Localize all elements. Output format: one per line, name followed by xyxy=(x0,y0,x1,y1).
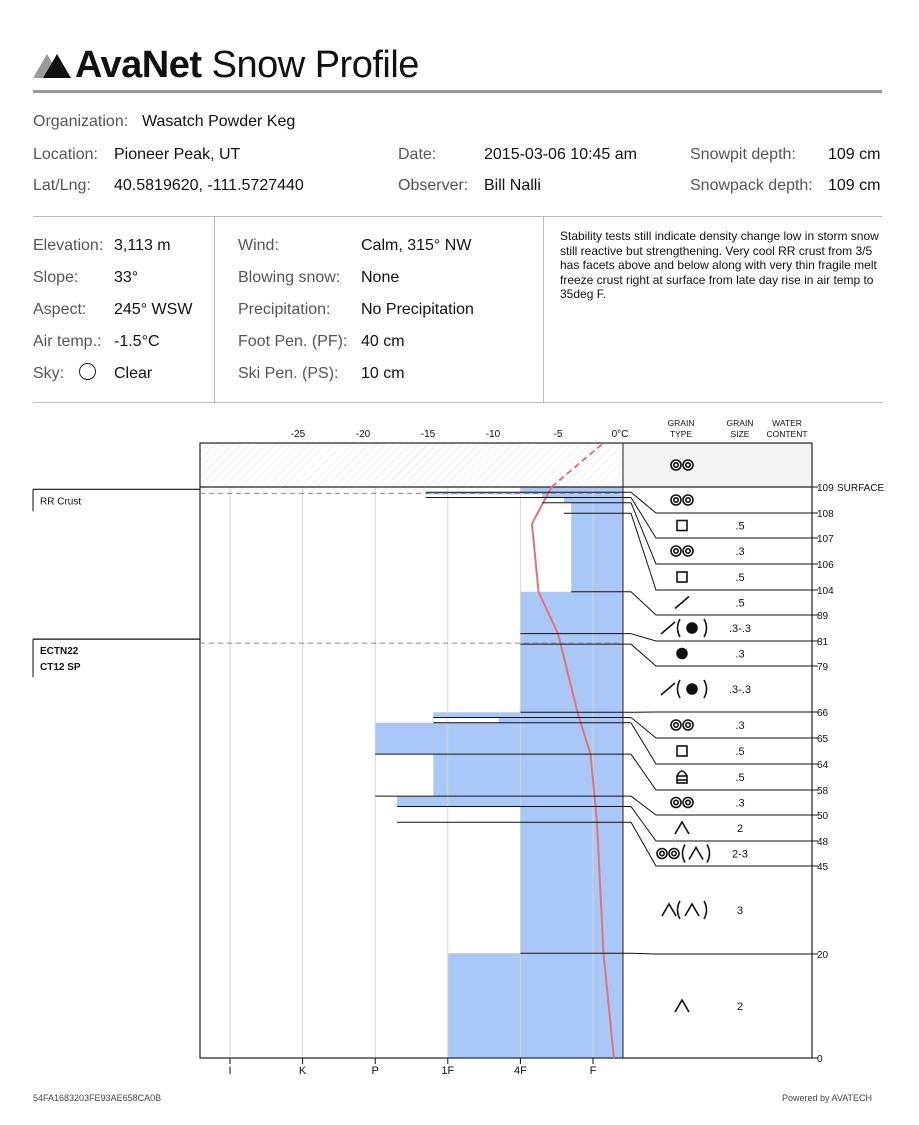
grain-size-value: 2-3 xyxy=(732,848,748,861)
decomposing-fragment-graupel-icon xyxy=(661,619,707,637)
rounded-depth-hoar-icon xyxy=(660,851,664,855)
ski-pen-value: 10 cm xyxy=(361,365,405,382)
hardness-bar xyxy=(433,712,623,717)
location-label: Location: xyxy=(33,146,98,163)
grain-type-header: GRAIN xyxy=(667,418,695,428)
hardness-bar xyxy=(397,796,623,806)
profile-id: 54FA1683203FE93AE658CA0B xyxy=(33,1093,162,1103)
depth-label: 106 xyxy=(817,560,834,571)
rounded-grains-icon xyxy=(686,800,690,804)
temperature-tick-label: -10 xyxy=(485,429,501,440)
depth-label: 45 xyxy=(817,862,829,873)
wind-value: Calm, 315° NW xyxy=(361,237,472,254)
depth-label: 20 xyxy=(817,950,829,961)
depth-label: 81 xyxy=(817,637,829,648)
blowing-snow-value: None xyxy=(361,269,400,286)
grain-type-header: TYPE xyxy=(669,429,693,439)
grain-size-header: GRAIN xyxy=(726,418,754,428)
grain-size-value: .3 xyxy=(735,648,745,661)
layer-connector xyxy=(631,796,812,815)
decomposing-fragment-graupel-icon xyxy=(687,684,697,694)
rr-crust-label: RR Crust xyxy=(40,496,82,508)
graupel-icon xyxy=(677,649,687,659)
observer-label: Observer: xyxy=(398,177,469,194)
decomposing-fragment-icon xyxy=(675,597,689,609)
temperature-tick-label: -20 xyxy=(355,429,371,440)
ski-pen-label: Ski Pen. (PS): xyxy=(238,365,339,382)
depth-hoar-with-paren-icon xyxy=(685,904,699,916)
depth-label: 50 xyxy=(817,811,829,822)
faceted-crystal-icon xyxy=(677,572,687,582)
faceted-crystal-icon xyxy=(677,572,687,582)
rounded-grains-icon xyxy=(674,723,678,727)
grain-size-value: 2 xyxy=(736,823,744,835)
temperature-tick-label: 0°C xyxy=(611,429,629,440)
layer-connector xyxy=(631,492,812,513)
snowpit-depth-label: Snowpit depth: xyxy=(690,146,796,163)
brand-name: AvaNet xyxy=(75,44,202,86)
depth-hoar-icon xyxy=(675,1000,689,1012)
rounded-grains-icon xyxy=(671,546,693,556)
rounded-grains-icon xyxy=(686,549,690,553)
organization-label: Organization: xyxy=(33,113,129,130)
conditions-divider-1 xyxy=(214,216,215,402)
latlng-label: Lat/Lng: xyxy=(33,177,91,194)
depth-label: 79 xyxy=(817,662,829,673)
grain-size-value: 2 xyxy=(736,1001,744,1013)
rounded-grains-icon xyxy=(671,798,693,808)
decomposing-fragment-graupel-icon xyxy=(661,680,707,698)
faceted-crystal-icon xyxy=(677,521,687,531)
hardness-bar xyxy=(571,513,623,592)
stability-test-label: ECTN22 xyxy=(40,646,79,658)
grain-size-value: .5 xyxy=(735,746,745,758)
layer-connector xyxy=(631,503,812,564)
hardness-bar xyxy=(520,822,623,953)
grain-size-value: .3-.3 xyxy=(728,684,752,696)
decomposing-fragment-graupel-icon xyxy=(661,683,675,695)
grain-size-value: .3-.3 xyxy=(728,623,752,635)
graupel-icon xyxy=(677,649,687,659)
precipitation-label: Precipitation: xyxy=(238,301,331,318)
depth-label: 104 xyxy=(817,586,834,597)
grain-size-value: .3 xyxy=(735,720,745,732)
hardness-bar xyxy=(520,634,623,644)
rounded-grains-icon xyxy=(671,720,681,730)
rounded-grains-icon xyxy=(683,798,693,808)
faceted-crystal-icon xyxy=(677,746,687,756)
faceted-crystal-icon xyxy=(677,746,687,756)
hardness-bar xyxy=(520,807,623,823)
depth-label: 89 xyxy=(817,611,829,622)
elevation-value: 3,113 m xyxy=(114,237,171,254)
depth-label: 66 xyxy=(817,708,829,719)
water-content-header: CONTENT xyxy=(766,429,808,439)
snow-profile-chart xyxy=(0,405,919,1105)
decomposing-fragment-graupel-icon xyxy=(661,622,675,634)
observer-value: Bill Nalli xyxy=(484,177,541,194)
organization-value: Wasatch Powder Keg xyxy=(142,113,296,130)
layer-connector xyxy=(631,717,812,738)
layer-connector xyxy=(631,822,812,866)
depth-hoar-with-paren-icon xyxy=(662,904,676,916)
date-value: 2015-03-06 10:45 am xyxy=(484,146,637,163)
rounded-grains-icon xyxy=(671,546,681,556)
depth-label: 58 xyxy=(817,786,829,797)
snowpit-depth-value: 109 cm xyxy=(828,146,881,163)
temperature-tick-label: -15 xyxy=(420,429,436,440)
grain-size-value: .3 xyxy=(735,546,745,558)
grain-size-value: .5 xyxy=(735,572,745,584)
conditions-divider-2 xyxy=(543,216,544,402)
snowpack-depth-label: Snowpack depth: xyxy=(690,177,813,194)
hardness-bar xyxy=(520,644,623,712)
depth-hoar-icon xyxy=(675,822,689,834)
hardness-tick-label: F xyxy=(589,1065,597,1077)
rounding-facet-icon xyxy=(677,771,687,783)
layer-connector xyxy=(631,513,812,590)
info-divider xyxy=(33,216,882,217)
aspect-value: 245° WSW xyxy=(114,301,193,318)
location-value: Pioneer Peak, UT xyxy=(114,146,241,163)
rounded-grains-icon xyxy=(683,546,693,556)
grain-size-value: .3 xyxy=(735,797,745,810)
layer-connector xyxy=(631,644,812,666)
snowpack-depth-value: 109 cm xyxy=(828,177,881,194)
avanet-logo-icon xyxy=(33,50,71,80)
rounded-grains-icon xyxy=(671,720,693,730)
layer-connector xyxy=(631,953,812,954)
layer-connector xyxy=(631,634,812,641)
foot-pen-value: 40 cm xyxy=(361,333,405,350)
depth-hoar-with-paren-icon xyxy=(662,901,707,919)
surface-label: SURFACE xyxy=(837,483,885,494)
powered-by: Powered by AVATECH xyxy=(782,1093,873,1103)
grain-size-value: .5 xyxy=(735,520,745,533)
hardness-tick-label: K xyxy=(298,1065,307,1077)
sky-label: Sky: xyxy=(33,365,65,382)
layer-connector xyxy=(631,497,812,538)
depth-hoar-icon xyxy=(675,822,689,834)
sky-value: Clear xyxy=(114,365,153,382)
rounded-depth-hoar-icon xyxy=(689,848,703,860)
rounded-grains-icon xyxy=(683,495,693,505)
faceted-crystal-icon xyxy=(677,521,687,531)
slope-value: 33° xyxy=(114,269,139,286)
hardness-tick-label: P xyxy=(371,1065,379,1077)
rounded-grains-icon xyxy=(671,798,681,808)
hardness-tick-label: 1F xyxy=(441,1065,455,1077)
rounded-depth-hoar-icon xyxy=(657,845,710,863)
hardness-bar xyxy=(520,592,623,634)
layer-connector xyxy=(631,592,812,615)
hardness-bar xyxy=(499,717,623,722)
rounded-grains-icon xyxy=(686,723,690,727)
air-region-right xyxy=(623,443,812,487)
hardness-bar xyxy=(448,953,623,1058)
rounded-depth-hoar-icon xyxy=(669,849,679,859)
temperature-tick-label: -25 xyxy=(290,429,306,440)
rounded-depth-hoar-icon xyxy=(672,851,676,855)
page-title xyxy=(33,44,419,87)
blowing-snow-label: Blowing snow: xyxy=(238,269,341,286)
stability-test-label: CT12 SP xyxy=(40,662,81,674)
header-divider xyxy=(33,90,882,93)
rounded-grains-icon xyxy=(686,498,690,502)
grain-size-value: .5 xyxy=(735,597,745,610)
precipitation-value: No Precipitation xyxy=(361,301,474,318)
depth-label: 108 xyxy=(817,509,834,520)
depth-label: 65 xyxy=(817,734,829,745)
hardness-tick-label: 4F xyxy=(513,1065,527,1077)
grain-size-header: SIZE xyxy=(730,429,750,439)
layer-connector xyxy=(631,754,812,790)
aspect-label: Aspect: xyxy=(33,301,87,318)
stability-notes: Stability tests still indicate density change low in storm snow still reactive but strengthening. Very cool RR crust from 3/5 has facets above and below along with very thin fragile melt freeze crust right at surface from late day rise in air temp to 35deg F. xyxy=(560,229,879,301)
decomposing-fragment-icon xyxy=(675,597,689,609)
latlng-value: 40.5819620, -111.5727440 xyxy=(114,177,304,194)
rounded-grains-icon xyxy=(674,498,678,502)
title-text: Snow Profile xyxy=(211,44,419,86)
water-content-header: WATER xyxy=(772,418,802,428)
decomposing-fragment-graupel-icon xyxy=(687,623,697,633)
depth-label: 107 xyxy=(817,534,834,545)
depth-label: 64 xyxy=(817,760,829,771)
depth-hoar-icon xyxy=(675,1000,689,1012)
air-temp-label: Air temp.: xyxy=(33,333,102,350)
date-label: Date: xyxy=(398,146,437,163)
rounded-grains-icon xyxy=(683,720,693,730)
rounded-grains-icon xyxy=(671,495,681,505)
wind-label: Wind: xyxy=(238,237,279,254)
hardness-bar xyxy=(520,487,623,492)
elevation-label: Elevation: xyxy=(33,237,104,254)
rounded-grains-icon xyxy=(674,800,678,804)
hardness-bar xyxy=(571,503,623,513)
temperature-tick-label: -5 xyxy=(553,429,563,440)
depth-label: 0 xyxy=(817,1054,823,1065)
rounded-depth-hoar-icon xyxy=(657,849,667,859)
foot-pen-label: Foot Pen. (PF): xyxy=(238,333,348,350)
air-temp-value: -1.5°C xyxy=(114,333,160,350)
grain-size-value: .5 xyxy=(735,772,745,784)
depth-label: 109 xyxy=(817,483,834,494)
layer-connector xyxy=(631,723,812,764)
rounded-grains-icon xyxy=(674,549,678,553)
conditions-divider xyxy=(33,402,882,403)
slope-label: Slope: xyxy=(33,269,79,286)
hardness-tick-label: I xyxy=(228,1065,232,1077)
rounded-grains-icon xyxy=(671,495,693,505)
depth-label: 48 xyxy=(817,837,829,848)
clear-sky-circle-icon xyxy=(79,363,96,380)
layer-connector xyxy=(631,807,812,841)
grain-size-value: 3 xyxy=(736,905,744,917)
